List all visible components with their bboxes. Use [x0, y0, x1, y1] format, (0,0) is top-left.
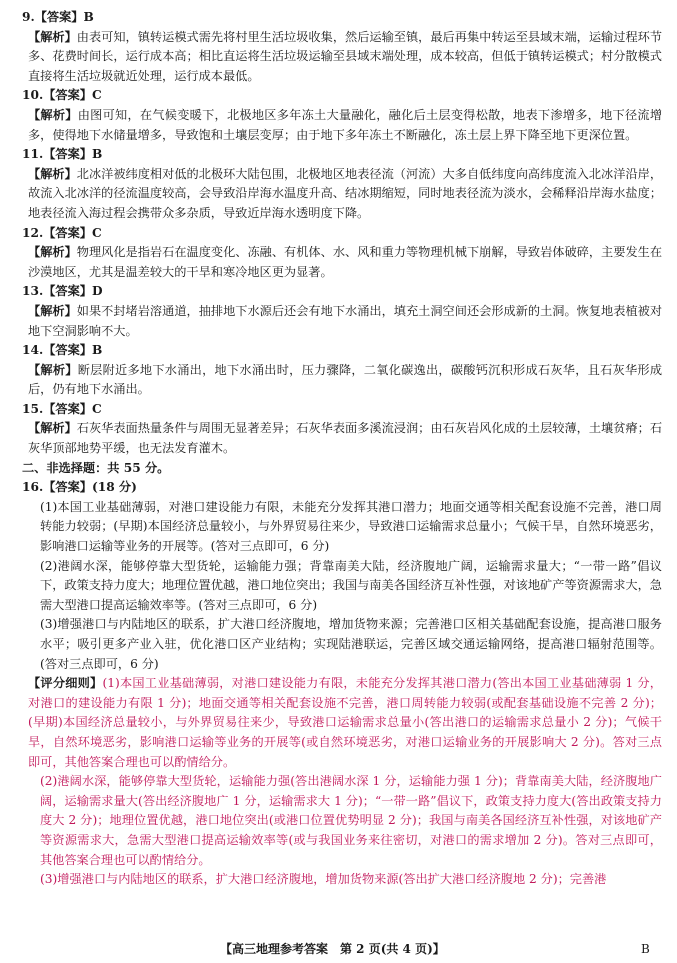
q10-answer: 10.【答案】C: [22, 88, 102, 103]
q14-answer: 14.【答案】B: [22, 343, 103, 358]
q11-analysis-text: 北冰洋被纬度相对低的北极环大陆包围，北极地区地表径流（河流）大多自低纬度向高纬度流入北冰洋沿岸，故流入北冰洋的径流温度较高，会导致沿岸海水温度升高、结冰期缩短，同时地表径流为淡水，会稀释沿岸海水盐度；地表径流入海过程会携带众多杂质，导致近岸海水透明度下降。: [28, 166, 663, 220]
q14-analysis-text: 断层附近多地下水涌出，地下水涌出时，压力骤降，二氧化碳逸出，碳酸钙沉积形成石灰华，且石灰华形成后，仍有地下水涌出。: [28, 362, 663, 397]
q16-answer: 16.【答案】(18 分): [22, 480, 137, 495]
q9-analysis-label: 【解析】: [28, 29, 77, 44]
q16-rubric-1: [22, 674, 662, 772]
q14-analysis: [22, 361, 662, 400]
q16-rubric-3: (3)增强港口与内陆地区的联系，扩大港口经济腹地，增加货物来源(答出扩大港口经济腹地 2 分)；完善港: [40, 872, 607, 887]
q9-block: [22, 8, 662, 86]
q15-analysis: [22, 419, 662, 458]
q14-analysis-label: 【解析】: [28, 362, 78, 377]
q10-analysis: [22, 106, 662, 145]
q16-part3: (3)增强港口与内陆地区的联系，扩大港口经济腹地，增加货物来源；完善港口区相关基础配套设施，提高港口服务水平；吸引更多产业入驻，优化港口区产业结构；实现陆港联运，完善区域交通运输网络，提高港口辐射范围等。(答对三点即可，6 分): [40, 617, 662, 671]
q15-analysis-label: 【解析】: [28, 421, 77, 436]
q11-answer: 11.【答案】B: [22, 147, 103, 162]
q9-analysis: [22, 28, 662, 87]
q16-rubric-label: 【评分细则】: [28, 676, 103, 691]
q16-rubric-1-text: (1)本国工业基础薄弱，对港口建设能力有限，未能充分发挥其港口潜力(答出本国工业基础薄弱 1 分，对港口的建设能力有限 1 分)；地面交通等相关配套设施不完善，港口周转能力较弱(或配套基础设施不完善 2 分)；(早期)本国经济总量较小，与外界贸易往来少，导致港口运输需求总量小(答出港口的运输需求总量小 2 分)；气候干旱，自然环境恶劣，影响港口运输等业务的开展等(或自然环境恶劣，对港口运输业务的开展影响大 2 分)。答对三点即可，其他答案合理也可以酌情给分。: [28, 676, 662, 769]
q9-answer: 9.【答案】B: [22, 10, 94, 24]
q16-part1: (1)本国工业基础薄弱，对港口建设能力有限，未能充分发挥其港口潜力；地面交通等相关配套设施不完善，港口周转能力较弱；(早期)本国经济总量较小，与外界贸易往来少，导致港口运输需求总量小；气候干旱，自然环境恶劣，影响港口运输等业务的开展等。(答对三点即可，6 分): [40, 499, 662, 554]
q15-analysis-text: 石灰华表面热量条件与周围无显著差异；石灰华表面多溪流浸润；由石灰岩风化成的土层较薄，土壤贫瘠；石灰华顶部地势平缓，也无法发育灌木。: [28, 421, 663, 456]
section-heading: 二、非选择题：共 55 分。: [22, 460, 170, 475]
q10-block: [22, 86, 662, 145]
q13-analysis: [22, 302, 662, 341]
q13-answer: 13.【答案】D: [22, 284, 103, 299]
q12-analysis-text: 物理风化是指岩石在温度变化、冻融、有机体、水、风和重力等物理机械下崩解，导致岩体破碎，主要发生在沙漠地区，尤其是温差较大的干旱和寒冷地区更为显著。: [28, 245, 663, 279]
q12-answer: 12.【答案】C: [22, 225, 102, 240]
q10-analysis-label: 【解析】: [28, 107, 78, 122]
q12-analysis: [22, 243, 662, 282]
q13-analysis-label: 【解析】: [28, 303, 77, 318]
q16-rubric-2: (2)港阔水深，能够停靠大型货轮，运输能力强(答出港阔水深 1 分，运输能力强 1 分)；背靠南美大陆，经济腹地广阔，运输需求量大(答出经济腹地广 1 分，运输需求大 1 分)；“一带一路”倡议下，政策支持力度大(答出政策支持力度大 2 分)；地理位置优越，港口地位突出(或港口位置优势明显 2 分)；我国与南美各国经济互补性强，对该地矿产等资源需求大，急需大型港口提高运输效率等(或与我国业务来往密切，对港口的需求增加 2 分)。答对三点即可，其他答案合理也可以酌情给分。: [40, 774, 662, 867]
q12-block: [22, 224, 662, 283]
q16-part2: (2)港阔水深，能够停靠大型货轮，运输能力强；背靠南美大陆，经济腹地广阔，运输需求量大；“一带一路”倡议下，政策支持力度大；地理位置优越，港口地位突出；我国与南美各国经济互补性强，对该地矿产等资源需求大，急需大型港口提高运输效率等。(答对三点即可，6 分): [40, 558, 662, 612]
q13-analysis-text: 如果不封堵岩溶通道，抽排地下水源后还会有地下水涌出，填充土洞空间还会形成新的土洞。恢复地表植被对地下空洞影响不大。: [28, 303, 663, 338]
q12-analysis-label: 【解析】: [28, 245, 77, 260]
q11-block: [22, 145, 662, 223]
q14-block: [22, 341, 662, 400]
q16-block: [22, 478, 662, 889]
q13-block: [22, 282, 662, 341]
q11-analysis-label: 【解析】: [28, 166, 77, 181]
q9-analysis-text: 由表可知，镇转运模式需先将村里生活垃圾收集，然后运输至镇，最后再集中转运至县域末端，运输过程环节多、花费时间长，运行成本高；相比直运将生活垃圾运输至县域末端处理，成本较高，但低于镇转运模式；村分散模式直接将生活垃圾就近处理，运行成本最低。: [28, 29, 663, 83]
q15-answer: 15.【答案】C: [22, 401, 102, 416]
q11-analysis: [22, 165, 662, 224]
footer-page-label: 【高三地理参考答案 第 2 页(共 4 页)】: [220, 942, 445, 956]
answer-page: [22, 8, 662, 890]
footer-version: B: [641, 942, 650, 956]
q10-analysis-text: 由图可知，在气候变暖下，北极地区多年冻土大量融化，融化后土层变得松散，地表下渗增多，地下径流增多，使得地下水储量增多，导致饱和土壤层变厚；由于地下多年冻土不断融化，冻土层上界下降至地下更深位置。: [28, 107, 663, 142]
page-footer: [0, 938, 677, 960]
q15-block: [22, 400, 662, 459]
